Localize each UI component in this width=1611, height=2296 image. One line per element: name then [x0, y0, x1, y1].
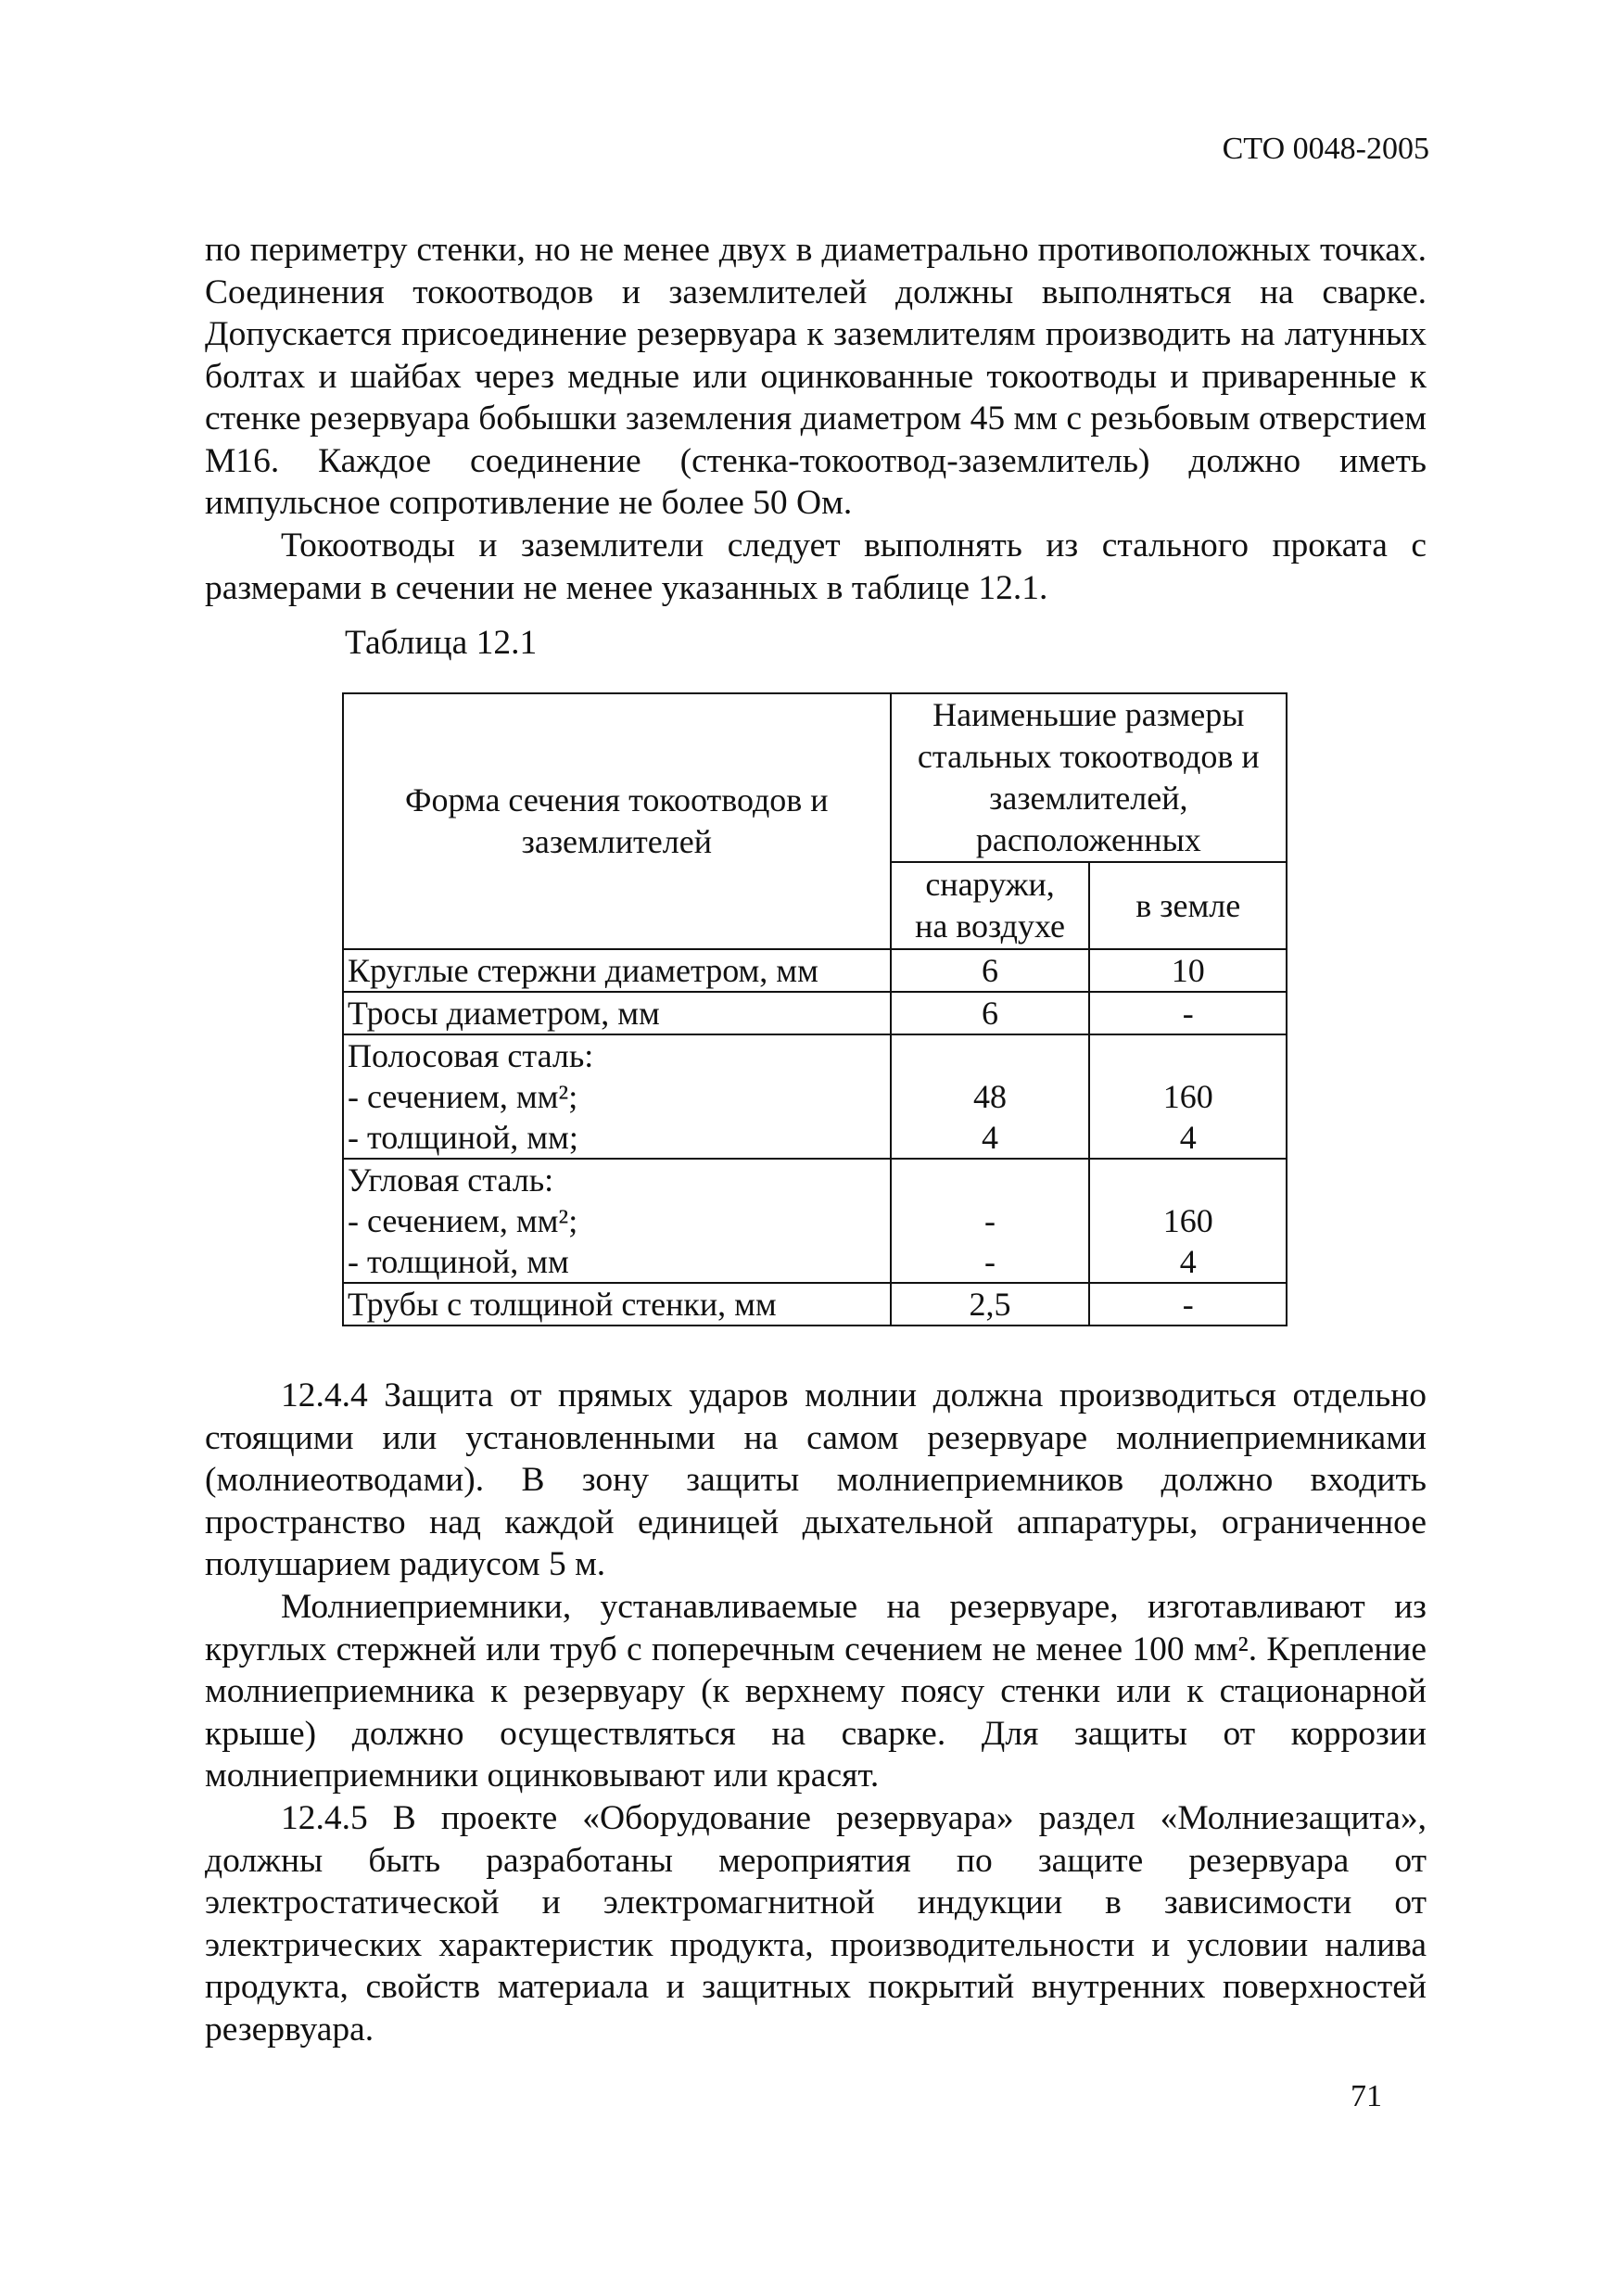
form-cell: Тросы диаметром, мм [343, 992, 891, 1034]
table-row [343, 949, 1287, 992]
table-row [343, 1034, 1287, 1159]
outside-cell: 2,5 [891, 1283, 1090, 1326]
paragraph-lightning-rods: Молниеприемники, устанавливаемые на резервуаре, изготавливают из круглых стержней или труб с поперечным сечением не менее 100 мм². Крепление молниеприемника к резервуару (к верхнему поясу стенки или к стационарной крыше) должно осуществляться на сварке. Для защиты от коррозии молниеприемники оцинковывают или красят. [205, 1588, 1427, 1795]
header-ground-cell: в земле [1089, 862, 1287, 949]
ground-cell: 160 4 [1089, 1034, 1287, 1159]
form-cell: Полосовая сталь: - сечением, мм²; - толщиной, мм; [343, 1034, 891, 1159]
form-cell: Трубы с толщиной стенки, мм [343, 1283, 891, 1326]
page-number: 71 [1351, 2079, 1382, 2113]
ground-cell: 160 4 [1089, 1159, 1287, 1283]
document-code: СТО 0048-2005 [1222, 132, 1429, 166]
outside-cell: 6 [891, 992, 1090, 1034]
form-cell: Круглые стержни диаметром, мм [343, 949, 891, 992]
header-form-cell: Форма сечения токоотводов и заземлителей [343, 693, 891, 949]
header-group-cell: Наименьшие размеры стальных токоотводов и заземлителей, расположенных [891, 693, 1287, 862]
ground-cell: - [1089, 992, 1287, 1034]
paragraph-grounding-connections: по периметру стенки, но не менее двух в диаметрально противоположных точках. Соединения токоотводов и заземлителей должны выполняться на сварке. Допускается присоединение резервуара к заземлителям производить на латунных болтах и шайбах через медные или оцинкованные токоотводы и приваренные к стенке резервуара бобышки заземления диаметром 45 мм с резьбовым отверстием М16. Каждое соединение (стенка-токоотвод-заземлитель) должно иметь импульсное сопротивление не более 50 Ом. [205, 231, 1427, 522]
table-row [343, 1283, 1287, 1326]
ground-cell: - [1089, 1283, 1287, 1326]
outside-cell: 48 4 [891, 1034, 1090, 1159]
ground-cell: 10 [1089, 949, 1287, 992]
table-caption: Таблица 12.1 [345, 624, 538, 662]
table-row [343, 1159, 1287, 1283]
header-outside-cell: снаружи, на воздухе [891, 862, 1090, 949]
form-cell: Угловая сталь: - сечением, мм²; - толщиной, мм [343, 1159, 891, 1283]
table-header-row [343, 693, 1287, 862]
dimensions-table [342, 692, 1288, 1326]
paragraph-lightning-protection: 12.4.4 Защита от прямых ударов молнии должна производиться отдельно стоящими или установленными на самом резервуаре молниеприемниками (молниеотводами). В зону защиты молниеприемников должно входить пространство над каждой единицей дыхательной аппаратуры, ограниченное полушарием радиусом 5 м. [205, 1376, 1427, 1583]
outside-cell: 6 [891, 949, 1090, 992]
paragraph-rolled-steel: Токоотводы и заземлители следует выполнять из стального проката с размерами в сечении не менее указанных в таблице 12.1. [205, 526, 1427, 607]
outside-cell: - - [891, 1159, 1090, 1283]
table-row [343, 992, 1287, 1034]
paragraph-project-section: 12.4.5 В проекте «Оборудование резервуара» раздел «Молниезащита», должны быть разработаны мероприятия по защите резервуара от электростатической и электромагнитной индукции в зависимости от электрических характеристик продукта, производительности и условии налива продукта, свойств материала и защитных покрытий внутренних поверхностей резервуара. [205, 1799, 1427, 2049]
